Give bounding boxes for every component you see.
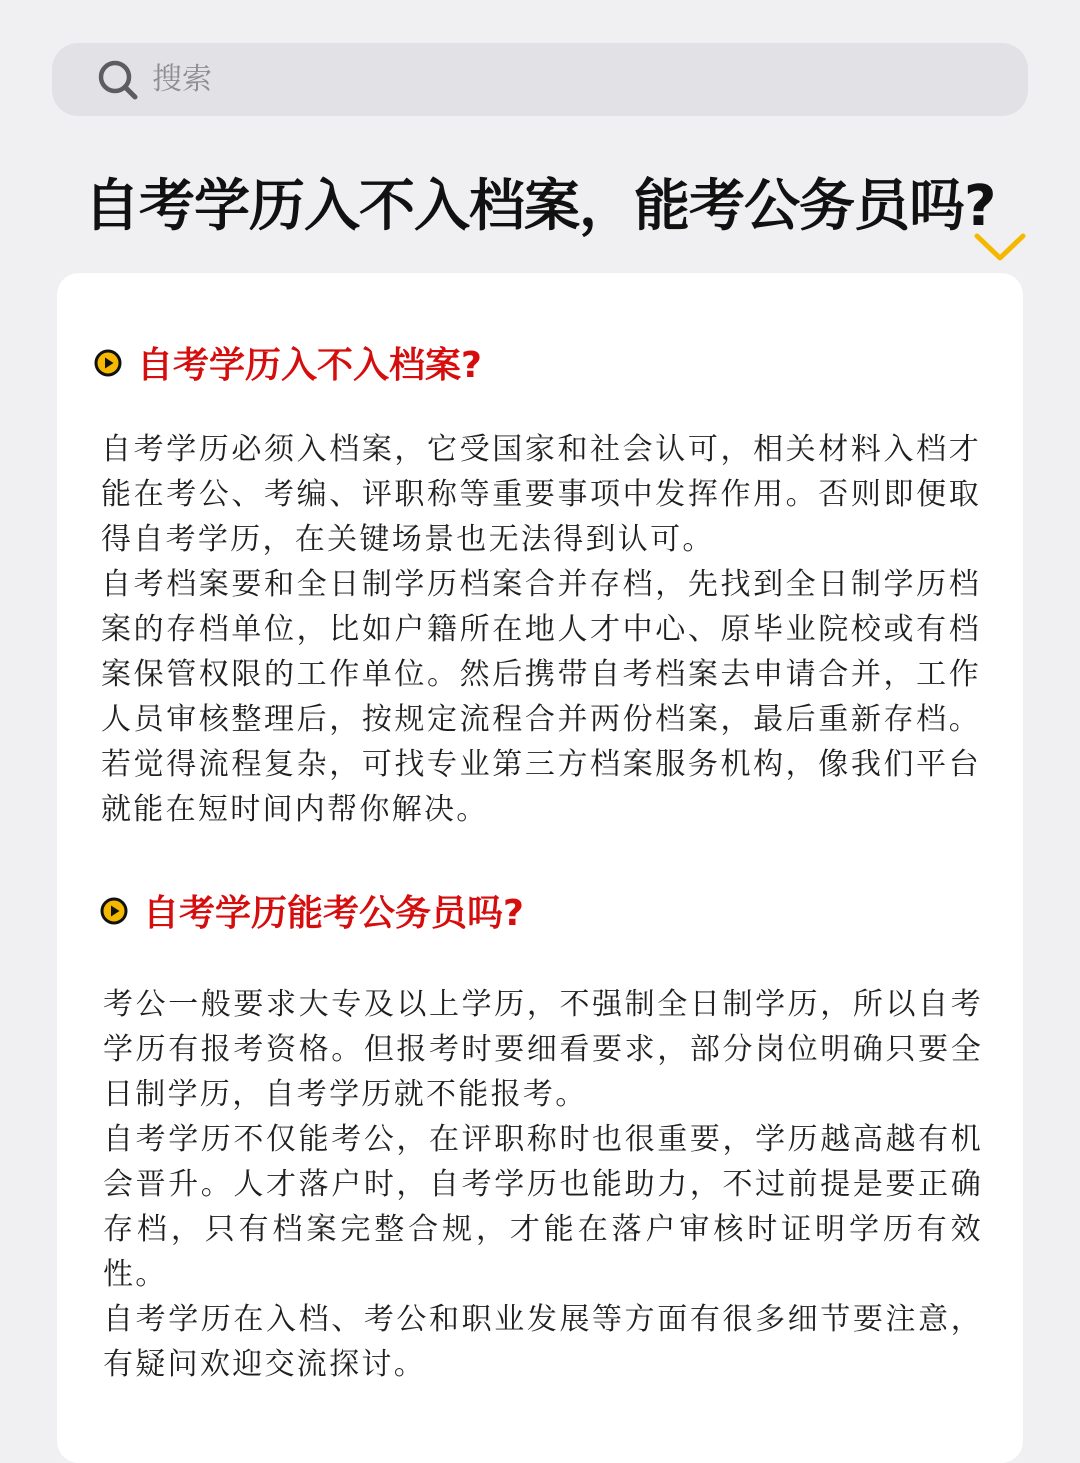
section-title: 自考学历能考公务员吗? bbox=[143, 893, 524, 934]
paragraph: 自考档案要和全日制学历档案合并存档，先找到全日制学历档案的存档单位，比如户籍所在地人才中心、原毕业院校或有档案保管权限的工作单位。然后携带自考档案去申请合并，工作人员审核整理后，按规定流程合并两份档案，最后重新存档。若觉得流程复杂，可找专业第三方档案服务机构，像我们平台就能在短时间内帮你解决。 bbox=[101, 567, 981, 827]
search-icon bbox=[96, 58, 140, 102]
search-input[interactable] bbox=[152, 62, 752, 97]
chevron-down-icon[interactable] bbox=[972, 230, 1028, 266]
paragraph: 考公一般要求大专及以上学历，不强制全日制学历，所以自考学历有报考资格。但报考时要细看要求，部分岗位明确只要全日制学历，自考学历就不能报考。 bbox=[103, 987, 983, 1112]
section-heading bbox=[99, 885, 524, 936]
paragraph: 自考学历必须入档案，它受国家和社会认可，相关材料入档才能在考公、考编、评职称等重要事项中发挥作用。否则即便取得自考学历，在关键场景也无法得到认可。 bbox=[101, 432, 981, 557]
search-bar[interactable] bbox=[52, 43, 1028, 116]
page-title: 自考学历入不入档案，能考公务员吗? bbox=[84, 174, 996, 239]
play-circle-icon bbox=[99, 896, 129, 926]
paragraph: 自考学历不仅能考公，在评职称时也很重要，学历越高越有机会晋升。人才落户时，自考学历也能助力，不过前提是要正确存档，只有档案完整合规，才能在落户审核时证明学历有效性。 bbox=[103, 1122, 983, 1292]
content-card bbox=[57, 273, 1023, 1463]
paragraph: 自考学历在入档、考公和职业发展等方面有很多细节要注意，有疑问欢迎交流探讨。 bbox=[103, 1302, 983, 1382]
section-body bbox=[101, 427, 981, 832]
section-body bbox=[103, 982, 983, 1387]
section-heading bbox=[93, 337, 482, 388]
play-circle-icon bbox=[93, 348, 123, 378]
section-title: 自考学历入不入档案? bbox=[137, 345, 482, 386]
